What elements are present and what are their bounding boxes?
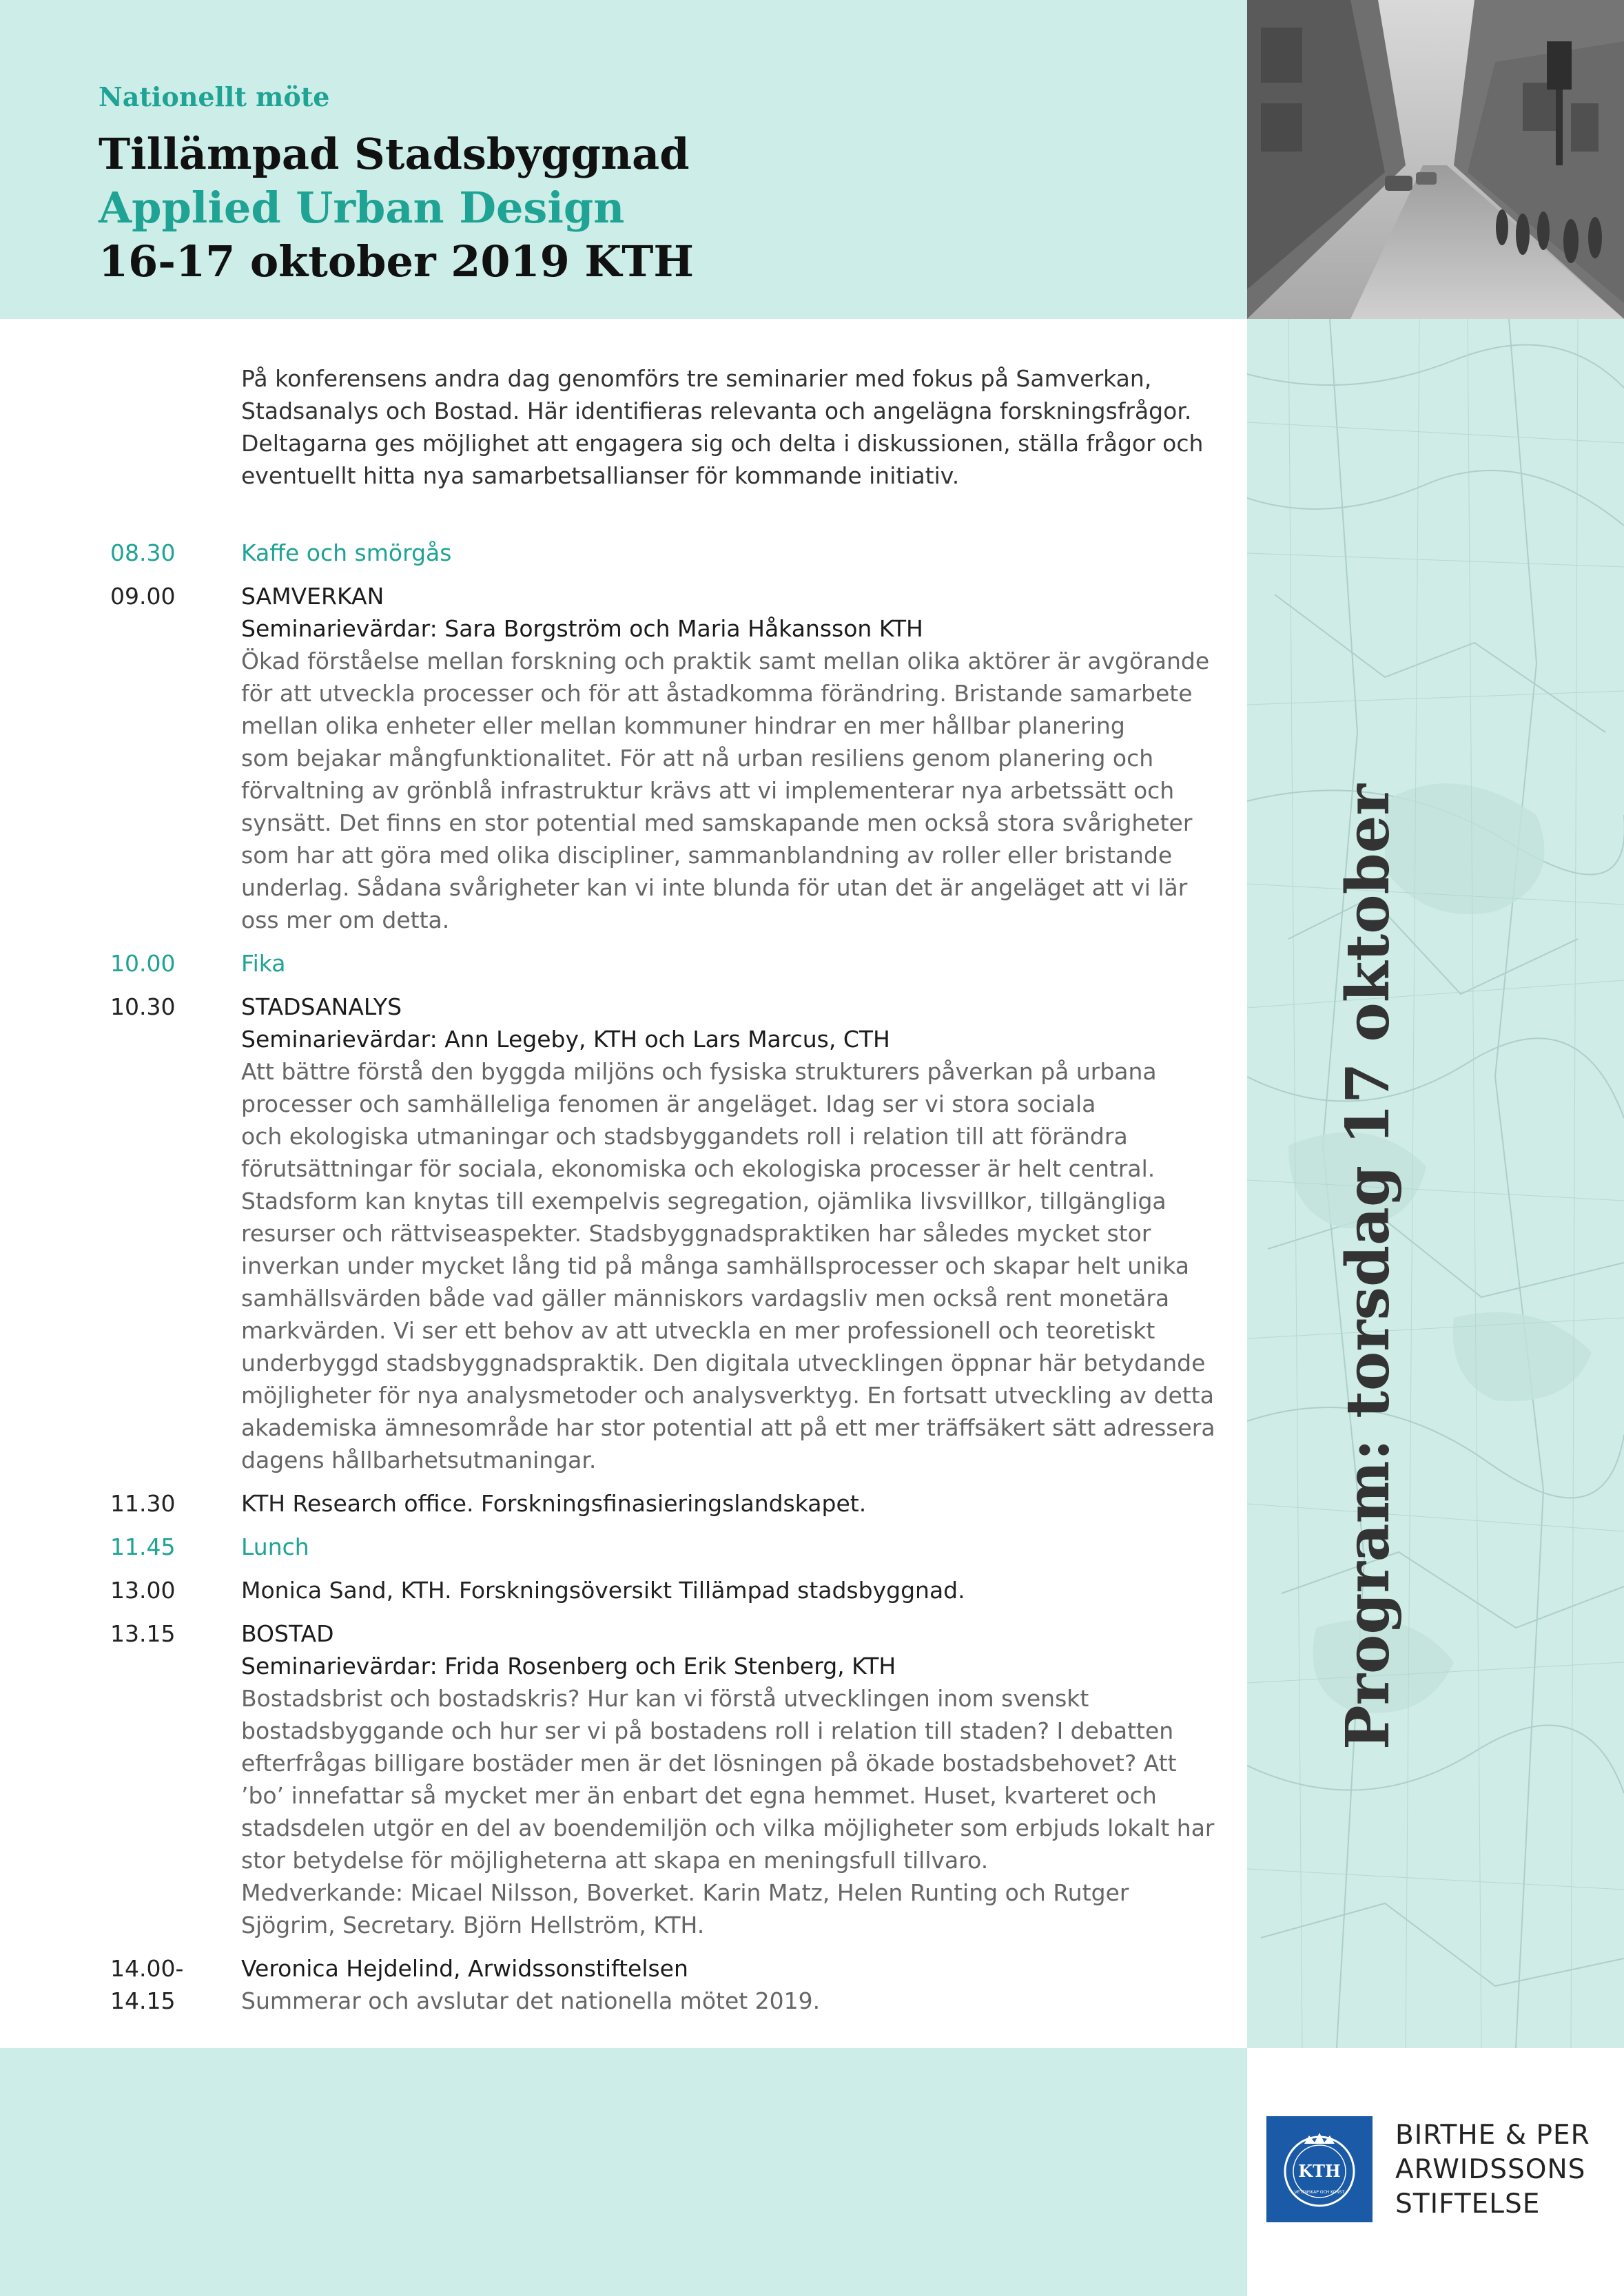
- desc-line: för att utveckla processer och för att åstadkomma förändring. Bristande samarbete: [241, 680, 1193, 707]
- seminar-hosts: Seminarievärdar: Frida Rosenberg och Erik Stenberg, KTH: [241, 1653, 896, 1679]
- schedule-time: 13.15: [110, 1620, 176, 1647]
- seminar-description: [241, 1682, 1240, 1941]
- schedule-title: KTH Research office. Forskningsfinasieringslandskapet.: [241, 1490, 867, 1517]
- kth-logo-ring-text: VETENSKAP OCH KONST: [1294, 2190, 1345, 2195]
- desc-line: mellan olika enheter eller mellan kommuner hindrar en mer hållbar planering: [241, 712, 1125, 739]
- schedule-title: Fika: [241, 950, 286, 977]
- foundation-line: BIRTHE & PER: [1395, 2120, 1590, 2151]
- schedule-time: 10.00: [110, 950, 176, 977]
- desc-line: Stadsform kan knytas till exempelvis segregation, ojämlika livsvillkor, tillgängliga: [241, 1188, 1166, 1214]
- time-end: 14.15: [110, 1987, 176, 2014]
- title-swedish: Tillämpad Stadsbyggnad: [99, 129, 690, 179]
- desc-line: ’bo’ innefattar så mycket mer än enbart det egna hemmet. Huset, kvarteret och: [241, 1782, 1157, 1809]
- side-program-title: Program: torsdag 17 oktober: [1333, 784, 1403, 1750]
- seminar-description: [241, 1055, 1240, 1476]
- intro-line: eventuellt hitta nya samarbetsallianser för kommande initiativ.: [241, 462, 960, 489]
- foundation-line: STIFTELSE: [1395, 2189, 1541, 2220]
- desc-line: underbyggd stadsbyggnadspraktik. Den digitala utvecklingen öppnar här betydande: [241, 1349, 1206, 1376]
- schedule-item-samverkan: [110, 580, 1240, 936]
- schedule-item-coffee: [110, 537, 1240, 569]
- desc-line: akademiska ämnesområde har stor potential att på ett mer träffsäkert sätt adressera: [241, 1414, 1215, 1441]
- page-title: [99, 127, 694, 289]
- schedule-title: SAMVERKAN: [241, 583, 384, 610]
- schedule-item-research-office: [110, 1487, 1240, 1520]
- intro-line: Stadsanalys och Bostad. Här identifieras relevanta och angelägna forskningsfrågor.: [241, 397, 1192, 424]
- kicker: Nationellt möte: [99, 81, 330, 112]
- street-photo-illustration: [1247, 0, 1624, 319]
- intro-paragraph: [241, 362, 1233, 492]
- schedule-item-bostad: [110, 1617, 1240, 1941]
- seminar-hosts: Seminarievärdar: Sara Borgström och Maria Håkansson KTH: [241, 615, 923, 642]
- foundation-logo-text: [1395, 2118, 1590, 2222]
- schedule-item-lunch: [110, 1531, 1240, 1563]
- schedule-time: 10.30: [110, 993, 176, 1020]
- schedule-item-fika: [110, 947, 1240, 980]
- kth-logo: [1266, 2116, 1373, 2222]
- program-schedule: [110, 537, 1240, 2017]
- seminar-description: Summerar och avslutar det nationella mötet 2019.: [241, 1987, 821, 2014]
- street-photo: [1247, 0, 1624, 319]
- desc-line: resurser och rättviseaspekter. Stadsbyggnadspraktiken har således mycket stor: [241, 1220, 1151, 1247]
- desc-line: Att bättre förstå den byggda miljöns och fysiska strukturers påverkan på urbana: [241, 1058, 1157, 1085]
- seminar-hosts: Seminarievärdar: Ann Legeby, KTH och Lars Marcus, CTH: [241, 1026, 890, 1053]
- intro-line: Deltagarna ges möjlighet att engagera sig och delta i diskussionen, ställa frågor och: [241, 430, 1204, 457]
- desc-line: efterfrågas billigare bostäder men är det lösningen på ökade bostadsbehovet? Att: [241, 1750, 1177, 1777]
- desc-line: stadsdelen utgör en del av boendemiljön och vilka möjligheter som erbjuds lokalt har: [241, 1814, 1215, 1841]
- kth-logo-mark: [1266, 2116, 1373, 2222]
- city-map-illustration: [1247, 319, 1624, 2048]
- footer-band: [0, 2048, 1247, 2296]
- desc-line: Ökad förståelse mellan forskning och praktik samt mellan olika aktörer är avgörande: [241, 648, 1210, 674]
- desc-line: Bostadsbrist och bostadskris? Hur kan vi förstå utvecklingen inom svenskt: [241, 1685, 1089, 1712]
- desc-line: dagens hållbarhetsutmaningar.: [241, 1447, 597, 1473]
- desc-line: oss mer om detta.: [241, 907, 450, 933]
- title-date: 16-17 oktober 2019 KTH: [99, 236, 694, 287]
- desc-line: som har att göra med olika discipliner, sammanblandning av roller eller bristande: [241, 842, 1173, 869]
- schedule-title: Veronica Hejdelind, Arwidssonstiftelsen: [241, 1955, 688, 1982]
- desc-line: underlag. Sådana svårigheter kan vi inte blunda för utan det är angeläget att vi lär: [241, 874, 1188, 901]
- desc-line: som bejakar mångfunktionalitet. För att nå urban resiliens genom planering och: [241, 745, 1154, 772]
- desc-line: förutsättningar för sociala, ekonomiska och ekologiska processer är helt central.: [241, 1155, 1155, 1182]
- seminar-description: [241, 645, 1240, 936]
- schedule-item-closing: [110, 1952, 1240, 2017]
- foundation-line: ARWIDSSONS: [1395, 2154, 1586, 2185]
- desc-line: möjligheter för nya analysmetoder och analysverktyg. En fortsatt utveckling av detta: [241, 1382, 1214, 1409]
- schedule-item-stadsanalys: [110, 991, 1240, 1476]
- schedule-time: 13.00: [110, 1577, 176, 1604]
- schedule-title: Monica Sand, KTH. Forskningsöversikt Tillämpad stadsbyggnad.: [241, 1577, 965, 1604]
- schedule-time: 11.45: [110, 1533, 176, 1560]
- desc-line: samhällsvärden både vad gäller människors vardagsliv men också rent monetära: [241, 1285, 1170, 1312]
- desc-line: stor betydelse för möjligheterna att skapa en meningsfull tillvaro.: [241, 1847, 989, 1874]
- desc-line: markvärden. Vi ser ett behov av att utveckla en mer professionell och teoretiskt: [241, 1317, 1155, 1344]
- schedule-title: BOSTAD: [241, 1620, 334, 1647]
- schedule-time: 09.00: [110, 583, 176, 610]
- desc-line: synsätt. Det finns en stor potential med samskapande men också stora svårigheter: [241, 809, 1193, 836]
- desc-line: förvaltning av grönblå infrastruktur krävs att vi implementerar nya arbetssätt och: [241, 777, 1175, 804]
- map-panel: [1247, 319, 1624, 2048]
- title-english: Applied Urban Design: [99, 183, 625, 233]
- schedule-item-research-overview: [110, 1574, 1240, 1606]
- schedule-title: Lunch: [241, 1533, 309, 1560]
- kth-logo-text: KTH: [1298, 2161, 1341, 2181]
- desc-line: och ekologiska utmaningar och stadsbyggandets roll i relation till att förändra: [241, 1123, 1128, 1150]
- schedule-time: 11.30: [110, 1490, 176, 1517]
- intro-line: På konferensens andra dag genomförs tre seminarier med fokus på Samverkan,: [241, 365, 1152, 392]
- desc-line: Medverkande: Micael Nilsson, Boverket. Karin Matz, Helen Runting och Rutger: [241, 1879, 1129, 1906]
- desc-line: Sjögrim, Secretary. Björn Hellström, KTH.: [241, 1912, 705, 1938]
- desc-line: inverkan under mycket lång tid på många samhällsprocesser och skapar helt unika: [241, 1252, 1190, 1279]
- desc-line: processer och samhälleliga fenomen är angeläget. Idag ser vi stora sociala: [241, 1090, 1096, 1117]
- time-start: 14.00-: [110, 1955, 184, 1982]
- desc-line: bostadsbyggande och hur ser vi på bostadens roll i relation till staden? I debatten: [241, 1717, 1174, 1744]
- schedule-time: 08.30: [110, 539, 176, 566]
- schedule-time: [110, 1952, 241, 2017]
- schedule-title: STADSANALYS: [241, 993, 402, 1020]
- schedule-title: Kaffe och smörgås: [241, 539, 452, 566]
